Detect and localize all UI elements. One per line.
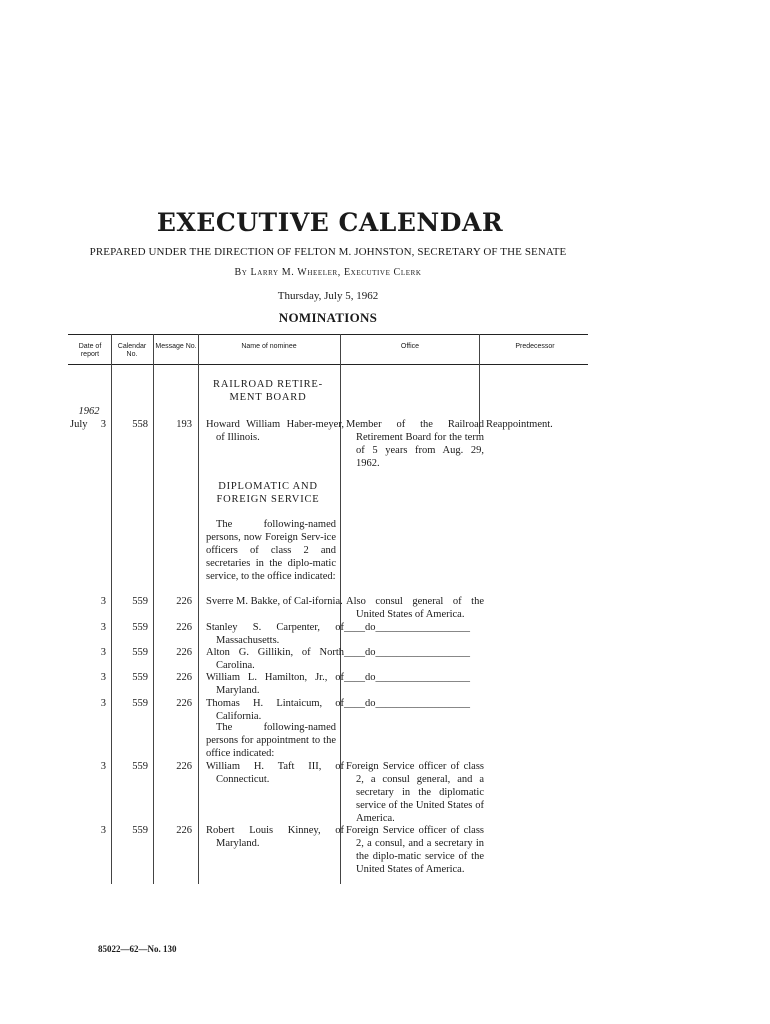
intro-paragraph: The following-named persons, now Foreign Serv-ice officers of class 2 and secretaries in the diplo-matic service, to the office indicated: <box>206 519 336 582</box>
row-message: 226 <box>176 647 192 658</box>
row-calendar: 559 <box>132 596 148 607</box>
row-day: 3 <box>100 647 106 658</box>
column-divider <box>153 334 154 884</box>
row-message: 193 <box>176 419 192 430</box>
row-office: Also consul general of the United States of America. <box>346 596 484 620</box>
header-calendar: Calendar No. <box>117 343 147 358</box>
row-name: Robert Louis Kinney, of Maryland. <box>206 825 344 849</box>
row-day: 3 <box>100 825 106 836</box>
header-message: Message No. <box>155 343 197 350</box>
row-calendar: 559 <box>132 647 148 658</box>
table-header-rule <box>68 364 588 365</box>
row-calendar: 559 <box>132 698 148 709</box>
byline: By Larry M. Wheeler, Executive Clerk <box>234 267 422 278</box>
row-name: Stanley S. Carpenter, of Massachusetts. <box>206 622 344 646</box>
header-predecessor: Predecessor <box>515 343 555 350</box>
row-day: 3 <box>100 698 106 709</box>
heading-diplomatic: DIPLOMATIC AND FOREIGN SERVICE <box>216 481 320 505</box>
row-office: Foreign Service officer of class 2, a consul general, and a secretary in the diplomatic service of the United States of America. <box>346 761 484 824</box>
row-message: 226 <box>176 698 192 709</box>
row-name: Howard William Haber-meyer, of Illinois. <box>206 419 344 443</box>
row-predecessor: Reappointment. <box>486 419 553 430</box>
header-date: Date of report <box>78 343 102 358</box>
row-message: 226 <box>176 622 192 633</box>
prepared-by: PREPARED UNDER THE DIRECTION OF FELTON M. JOHNSTON, SECRETARY OF THE SENATE <box>89 246 567 258</box>
row-calendar: 558 <box>132 419 148 430</box>
column-divider <box>198 334 199 884</box>
header-office: Office <box>400 343 420 350</box>
row-calendar: 559 <box>132 825 148 836</box>
row-day: 3 <box>100 622 106 633</box>
row-name: William L. Hamilton, Jr., of Maryland. <box>206 672 344 696</box>
row-office: ____do__________________ <box>344 622 470 633</box>
row-office: Member of the Railroad Retirement Board for the term of 5 years from Aug. 29, 1962. <box>346 419 484 469</box>
row-message: 226 <box>176 761 192 772</box>
row-name: Alton G. Gillikin, of North Carolina. <box>206 647 344 671</box>
row-office: ____do__________________ <box>344 698 470 709</box>
row-office: ____do__________________ <box>344 672 470 683</box>
page-title: EXECUTIVE CALENDAR <box>156 208 504 237</box>
section-title: NOMINATIONS <box>278 310 378 325</box>
print-code: 85022—62—No. 130 <box>98 944 177 954</box>
row-name: Sverre M. Bakke, of Cal-ifornia. <box>206 596 343 607</box>
row-office: Foreign Service officer of class 2, a consul, and a secretary in the diplo-matic service of the United States of America. <box>346 825 484 875</box>
row-day: 3 <box>100 419 106 430</box>
table-top-rule <box>68 334 588 335</box>
row-day: 3 <box>100 672 106 683</box>
month-label: July <box>70 419 88 430</box>
row-day: 3 <box>100 596 106 607</box>
column-divider <box>340 334 341 884</box>
row-message: 226 <box>176 672 192 683</box>
calendar-date: Thursday, July 5, 1962 <box>277 290 379 302</box>
row-calendar: 559 <box>132 672 148 683</box>
row-calendar: 559 <box>132 761 148 772</box>
heading-railroad-board: RAILROAD RETIRE-MENT BOARD <box>213 379 323 403</box>
row-office: ____do__________________ <box>344 647 470 658</box>
row-calendar: 559 <box>132 622 148 633</box>
intro-paragraph: The following-named persons for appointment to the office indicated: <box>206 722 336 759</box>
header-name: Name of nominee <box>241 343 297 350</box>
row-name: Thomas H. Lintaicum, of California. <box>206 698 344 722</box>
row-message: 226 <box>176 825 192 836</box>
row-day: 3 <box>100 761 106 772</box>
year-label: 1962 <box>78 406 100 417</box>
row-message: 226 <box>176 596 192 607</box>
row-name: William H. Taft III, of Connecticut. <box>206 761 344 785</box>
column-divider <box>111 334 112 884</box>
